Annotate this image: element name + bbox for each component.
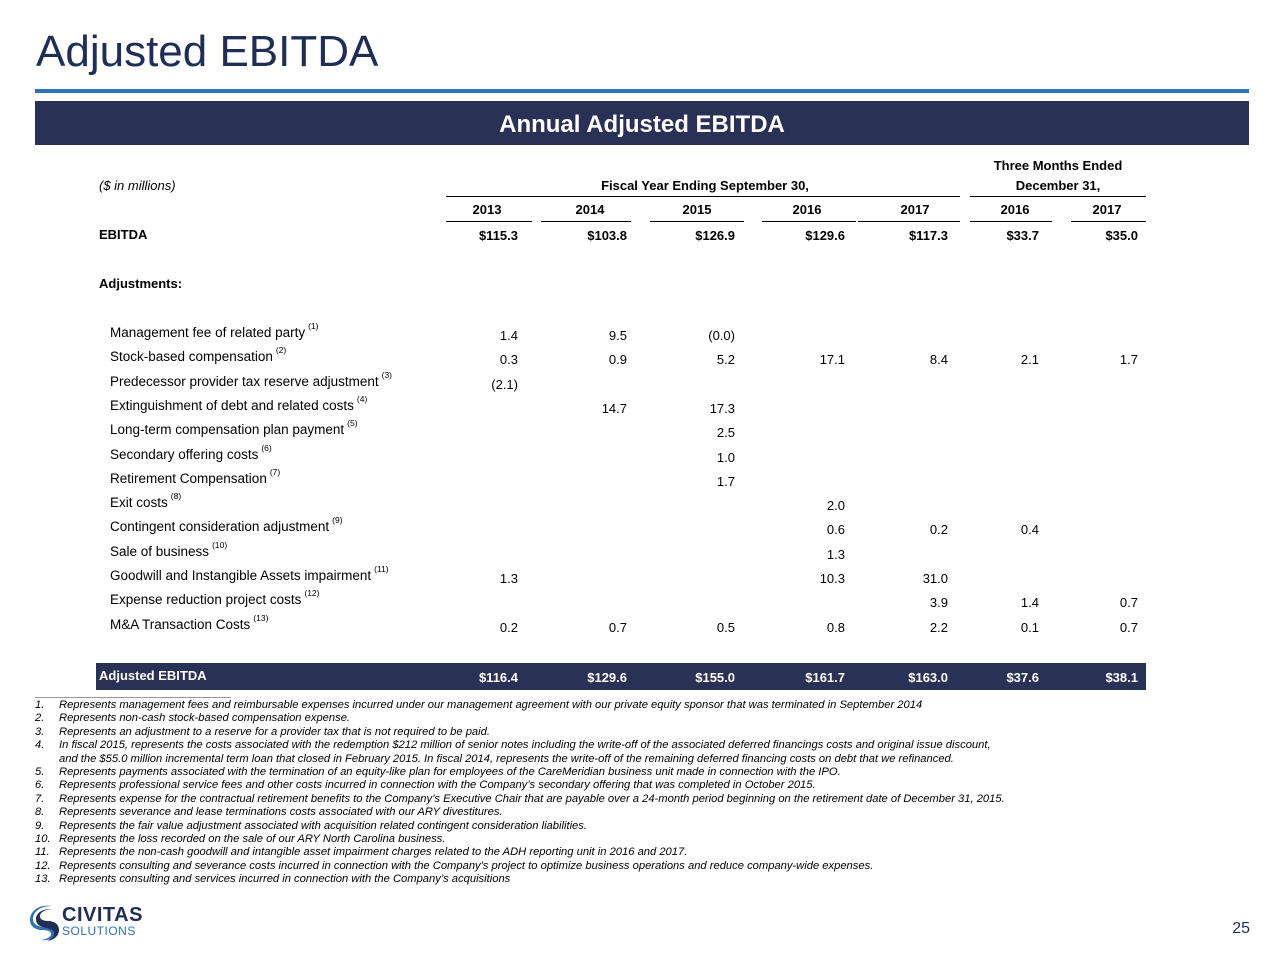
year-header: 2016 [1000, 202, 1030, 217]
adjustment-value: 3.9 [929, 595, 948, 610]
adjustment-value: 5.2 [716, 352, 735, 367]
adjustment-label-text: Retirement Compensation [110, 471, 267, 486]
adjustment-label-text: Secondary offering costs [110, 447, 259, 462]
adjustment-label-text: Management fee of related party [110, 325, 306, 340]
footnote-text: Represents severance and lease terminations costs associated with our ARY divestitures. [59, 806, 503, 819]
adjustment-value: 31.0 [922, 571, 948, 586]
footnote-marker: (4) [356, 394, 368, 404]
footnote-marker: (10) [212, 540, 228, 550]
adjusted-ebitda-label: Adjusted EBITDA [99, 668, 207, 683]
footnote-marker: (11) [374, 564, 389, 574]
adjustment-value: 1.4 [1020, 595, 1039, 610]
footnote-item [35, 739, 1249, 752]
adjustment-value: 0.4 [1020, 522, 1039, 537]
units-label: ($ in millions) [99, 178, 176, 193]
footnote-number: 11. [35, 846, 50, 859]
footnote-number: 12. [35, 859, 51, 872]
adjustment-value: 17.1 [819, 352, 845, 367]
year-underline [858, 221, 960, 222]
year-underline [541, 221, 631, 222]
footnote-text: Represents expense for the contractual retirement benefits to the Company’s Executive Chair that are payable over a 24-month period beginning on the retirement date of December 31, 2015. [59, 792, 1005, 805]
ebitda-value: $126.9 [695, 228, 735, 243]
year-underline [1071, 221, 1146, 222]
footnote-number: 3. [35, 725, 45, 738]
adjustment-value: 0.6 [826, 522, 845, 537]
adjustment-value: 8.4 [929, 352, 948, 367]
footnote-number: 10. [35, 833, 51, 846]
ebitda-value: $129.6 [805, 228, 845, 243]
three-months-underline [970, 196, 1146, 197]
footnote-number: 2. [35, 712, 45, 725]
adjustment-value: 0.8 [826, 620, 845, 635]
adjustment-value: 0.7 [1119, 595, 1138, 610]
adjustment-value: 2.2 [929, 620, 948, 635]
page-number: 25 [1232, 920, 1250, 937]
footnote-text: Represents an adjustment to a reserve for a provider tax that is not required to be paid. [59, 725, 490, 738]
adjustment-value: 0.9 [608, 352, 627, 367]
logo-subtitle: SOLUTIONS [62, 924, 136, 938]
adjustment-value: 0.7 [608, 620, 627, 635]
adjustment-value: 1.4 [499, 328, 518, 343]
year-underline [762, 221, 856, 222]
footnote-item [35, 806, 1249, 819]
footnote-number: 5. [35, 766, 45, 779]
adjustment-value: 14.7 [601, 401, 627, 416]
adjusted-ebitda-value: $116.4 [478, 670, 518, 685]
adjusted-ebitda-value: $163.0 [908, 670, 948, 685]
footnote-text: In fiscal 2015, represents the costs associated with the redemption $212 million of senior notes including the write-off of the associated deferred financings costs and original issue discount, [59, 739, 991, 752]
adjustment-value: 0.3 [499, 352, 518, 367]
adjustment-value: 17.3 [709, 401, 735, 416]
adjustment-value: 1.7 [1119, 352, 1138, 367]
footnote-marker: (5) [347, 418, 358, 428]
fiscal-year-header: Fiscal Year Ending September 30, [601, 178, 809, 193]
footnote-item [35, 699, 1249, 712]
adjustment-value: 1.0 [716, 450, 735, 465]
footnote-number: 1. [35, 699, 45, 711]
adjustment-row-label [110, 394, 368, 413]
footnote-item [35, 860, 1249, 873]
footnote-marker: (2) [275, 345, 287, 355]
year-underline [650, 221, 744, 222]
footnote-item [35, 712, 1249, 725]
footnote-text: Represents the loss recorded on the sale of our ARY North Carolina business. [59, 833, 446, 846]
adjustment-label-text: M&A Transaction Costs [110, 617, 251, 632]
footnote-text: Represents non-cash stock-based compensation expense. [59, 712, 351, 725]
footnotes [35, 699, 1249, 887]
adjustment-row-label [110, 564, 389, 583]
adjustment-value: 1.7 [716, 474, 735, 489]
adjustment-label-text: Contingent consideration adjustment [110, 519, 330, 534]
ebitda-label: EBITDA [99, 227, 148, 242]
adjustment-row-label [110, 345, 287, 364]
adjustments-label: Adjustments: [99, 276, 183, 291]
footnote-item [35, 873, 1249, 886]
year-header: 2015 [682, 202, 712, 217]
footnote-marker: (12) [304, 588, 320, 598]
ebitda-value: $103.8 [587, 228, 627, 243]
footnote-marker: (9) [332, 515, 343, 525]
adjustment-label-text: Goodwill and Instangible Assets impairment [110, 568, 372, 583]
adjustment-row-label [110, 467, 281, 486]
footnote-text: Represents management fees and reimbursable expenses incurred under our management agreement with our private equity sponsor that was terminated in September 2014 [59, 699, 923, 711]
adjustment-label-text: Predecessor provider tax reserve adjustment [110, 374, 379, 389]
footnote-number: 6. [35, 779, 45, 792]
footnote-marker: (7) [269, 467, 281, 477]
adjustment-row-label [110, 418, 358, 437]
footnote-marker: (3) [381, 370, 393, 380]
footnote-item [35, 793, 1249, 806]
adjustment-label-text: Extinguishment of debt and related costs [110, 398, 354, 413]
year-header: 2017 [1092, 202, 1122, 217]
year-header: 2013 [472, 202, 502, 217]
ebitda-value: $115.3 [478, 228, 518, 243]
ebitda-value: $35.0 [1105, 228, 1138, 243]
footnote-item [35, 766, 1249, 779]
year-underline [446, 221, 532, 222]
footnote-marker: (6) [261, 443, 272, 453]
footnote-item [35, 833, 1249, 846]
adjustment-row-label [110, 613, 269, 632]
adjustment-label-text: Stock-based compensation [110, 349, 273, 364]
year-underline [970, 221, 1052, 222]
footnote-marker: (8) [170, 491, 182, 501]
footnote-text: Represents the non-cash goodwill and intangible asset impairment charges related to the ADH reporting unit in 2016 and 2017. [59, 846, 688, 859]
adjustment-value: 0.2 [499, 620, 518, 635]
adjustment-value: (0.0) [708, 328, 735, 343]
footnote-number: 8. [35, 806, 45, 819]
adjustment-row-label [110, 370, 393, 389]
adjusted-ebitda-value: $155.0 [695, 670, 735, 685]
adjustment-value: 1.3 [499, 571, 518, 586]
adjustment-label-text: Expense reduction project costs [110, 592, 302, 607]
footnote-item [35, 846, 1249, 859]
footnote-text: Represents consulting and severance costs incurred in connection with the Company's project to optimize business operations and reduce company-wide expenses. [59, 859, 874, 872]
three-months-header-line1: Three Months Ended [993, 158, 1123, 173]
table-banner: Annual Adjusted EBITDA [35, 101, 1249, 145]
adjustment-label-text: Long-term compensation plan payment [110, 422, 345, 437]
adjustment-row-label [110, 491, 182, 510]
footnote-number: 4. [35, 739, 45, 752]
footnote-continuation: and the $55.0 million incremental term loan that closed in February 2015. In fiscal 2014, represents the write-off of the remaining deferred financing costs on debt that we refinanced. [59, 752, 954, 765]
adjustment-row-label [110, 588, 320, 607]
adjusted-ebitda-value: $129.6 [587, 670, 627, 685]
adjustment-value: 2.5 [716, 425, 735, 440]
adjustment-value: 0.5 [716, 620, 735, 635]
year-header: 2016 [792, 202, 822, 217]
adjustment-value: 0.7 [1119, 620, 1138, 635]
adjustment-value: 2.1 [1020, 352, 1039, 367]
footnote-text: Represents consulting and services incurred in connection with the Company’s acquisitions [59, 873, 511, 886]
footnote-number: 13. [35, 873, 51, 886]
three-months-header-line2: December 31, [1015, 178, 1101, 193]
logo-wordmark: CIVITAS [62, 904, 143, 926]
fiscal-year-underline [446, 196, 960, 197]
adjustment-row-label [110, 443, 272, 462]
page-title: Adjusted EBITDA [36, 27, 379, 76]
adjusted-ebitda-value: $38.1 [1105, 670, 1138, 685]
footnote-text: Represents payments associated with the termination of an equity-like plan for employees of the CareMeridian business unit made in connection with the IPO. [59, 766, 841, 779]
year-header: 2014 [575, 202, 605, 217]
year-header: 2017 [900, 202, 930, 217]
footnote-text: Represents professional service fees and other costs incurred in connection with the Company’s secondary offering that was completed in October 2015. [59, 779, 816, 792]
footnote-item [35, 779, 1249, 792]
adjustment-row-label [110, 515, 343, 534]
adjusted-ebitda-value: $37.6 [1006, 670, 1039, 685]
footnote-item [35, 820, 1249, 833]
ebitda-value: $117.3 [908, 228, 948, 243]
adjustment-value: 10.3 [819, 571, 845, 586]
footnote-text: Represents the fair value adjustment associated with acquisition related contingent consideration liabilities. [59, 819, 587, 832]
ebitda-value: $33.7 [1006, 228, 1039, 243]
footnote-marker: (13) [253, 613, 269, 623]
adjustment-value: 1.3 [826, 547, 845, 562]
adjustment-value: 9.5 [608, 328, 627, 343]
adjusted-ebitda-value: $161.7 [805, 670, 845, 685]
footnote-rule [35, 697, 231, 698]
adjustment-row-label [110, 540, 228, 559]
footnote-item [35, 726, 1249, 739]
title-rule [35, 89, 1249, 93]
adjustment-value: 2.0 [826, 498, 845, 513]
adjustment-row-label [110, 321, 319, 340]
adjustment-label-text: Sale of business [110, 544, 210, 559]
footnote-number: 7. [35, 792, 45, 805]
adjustment-label-text: Exit costs [110, 495, 168, 510]
adjustment-value: (2.1) [491, 377, 518, 392]
footnote-number: 9. [35, 819, 45, 832]
adjustment-value: 0.1 [1020, 620, 1039, 635]
adjustment-value: 0.2 [929, 522, 948, 537]
footnote-marker: (1) [308, 321, 319, 331]
